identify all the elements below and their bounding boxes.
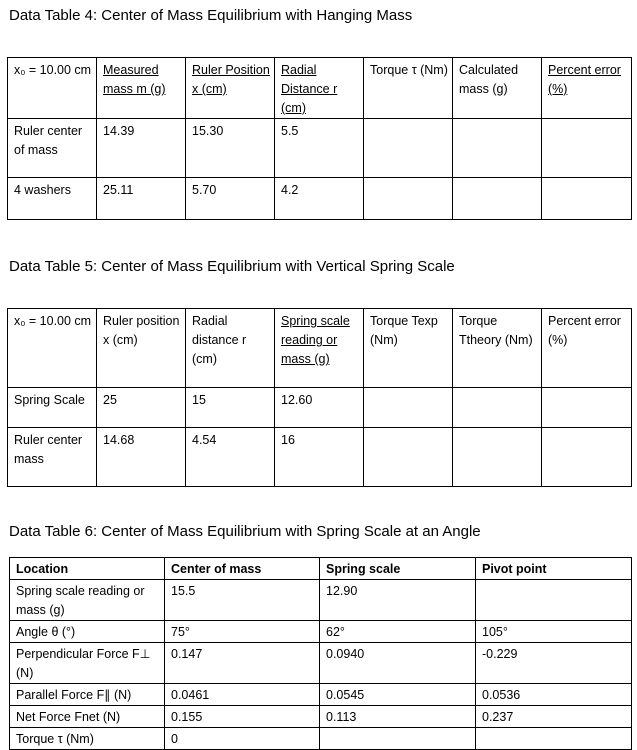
cell-measured-mass: 25.11	[97, 178, 186, 220]
cell-radial-distance: 4.54	[186, 428, 275, 487]
table-row	[10, 728, 632, 750]
cell-spring-scale: 0.113	[320, 706, 476, 728]
row-label: Net Force Fnet (N)	[10, 706, 165, 728]
cell-torque-theory	[453, 428, 542, 487]
row-label: Perpendicular Force F⊥ (N)	[10, 643, 165, 684]
header-torque: Torque τ (Nm)	[364, 58, 453, 119]
cell-pivot-point: 0.0536	[476, 684, 632, 706]
table-row	[8, 388, 632, 428]
table4-title: Data Table 4: Center of Mass Equilibrium with Hanging Mass	[9, 7, 413, 24]
cell-spring-scale: 0.0545	[320, 684, 476, 706]
header-center-of-mass: Center of mass	[165, 558, 320, 580]
cell-radial-distance: 5.5	[275, 119, 364, 178]
cell-ruler-position: 5.70	[186, 178, 275, 220]
cell-spring-scale: 62°	[320, 621, 476, 643]
header-ruler-position: Ruler Position x (cm)	[186, 58, 275, 119]
cell-torque-exp	[364, 388, 453, 428]
row-label: Torque τ (Nm)	[10, 728, 165, 750]
header-x0: x₀ = 10.00 cm	[8, 58, 97, 119]
header-radial-distance: Radial Distance r (cm)	[275, 58, 364, 119]
table6-title: Data Table 6: Center of Mass Equilibrium with Spring Scale at an Angle	[9, 523, 481, 540]
cell-spring-scale: 12.90	[320, 580, 476, 621]
header-ruler-position: Ruler position x (cm)	[97, 309, 186, 388]
table-row	[10, 643, 632, 684]
cell-calculated-mass	[453, 178, 542, 220]
header-spring-scale: Spring scale	[320, 558, 476, 580]
cell-percent-error	[542, 178, 632, 220]
cell-center-of-mass: 0.147	[165, 643, 320, 684]
cell-center-of-mass: 0	[165, 728, 320, 750]
table-header-row	[10, 558, 632, 580]
table-row	[10, 580, 632, 621]
table-row	[8, 178, 632, 220]
cell-center-of-mass: 15.5	[165, 580, 320, 621]
table-row	[10, 706, 632, 728]
cell-pivot-point: 0.237	[476, 706, 632, 728]
cell-ruler-position: 25	[97, 388, 186, 428]
cell-radial-distance: 15	[186, 388, 275, 428]
cell-torque-theory	[453, 388, 542, 428]
header-percent-error: Percent error (%)	[542, 58, 632, 119]
header-radial-distance: Radial distance r (cm)	[186, 309, 275, 388]
data-table-4	[7, 57, 632, 220]
cell-torque	[364, 178, 453, 220]
cell-center-of-mass: 0.0461	[165, 684, 320, 706]
table5-title: Data Table 5: Center of Mass Equilibrium with Vertical Spring Scale	[9, 258, 455, 275]
cell-torque	[364, 119, 453, 178]
cell-ruler-position: 14.68	[97, 428, 186, 487]
data-table-6	[9, 557, 632, 750]
header-percent-error: Percent error (%)	[542, 309, 632, 388]
header-torque-exp: Torque Texp (Nm)	[364, 309, 453, 388]
header-torque-theory: Torque Ttheory (Nm)	[453, 309, 542, 388]
cell-ruler-position: 15.30	[186, 119, 275, 178]
table-header-row	[8, 309, 632, 388]
row-label: Ruler center mass	[8, 428, 97, 487]
cell-torque-exp	[364, 428, 453, 487]
cell-percent-error	[542, 119, 632, 178]
cell-pivot-point: 105°	[476, 621, 632, 643]
header-pivot-point: Pivot point	[476, 558, 632, 580]
cell-center-of-mass: 75°	[165, 621, 320, 643]
header-location: Location	[10, 558, 165, 580]
table-row	[8, 428, 632, 487]
data-table-5	[7, 308, 632, 487]
header-measured-mass: Measured mass m (g)	[97, 58, 186, 119]
cell-percent-error	[542, 428, 632, 487]
table-row	[8, 119, 632, 178]
cell-pivot-point	[476, 580, 632, 621]
row-label: 4 washers	[8, 178, 97, 220]
row-label: Spring scale reading or mass (g)	[10, 580, 165, 621]
row-label: Parallel Force F∥ (N)	[10, 684, 165, 706]
row-label: Spring Scale	[8, 388, 97, 428]
cell-spring-scale	[320, 728, 476, 750]
table-row	[10, 684, 632, 706]
cell-measured-mass: 14.39	[97, 119, 186, 178]
header-x0: x₀ = 10.00 cm	[8, 309, 97, 388]
cell-spring-scale: 0.0940	[320, 643, 476, 684]
cell-calculated-mass	[453, 119, 542, 178]
cell-spring-scale-reading: 16	[275, 428, 364, 487]
table-header-row	[8, 58, 632, 119]
cell-radial-distance: 4.2	[275, 178, 364, 220]
cell-pivot-point: -0.229	[476, 643, 632, 684]
cell-center-of-mass: 0.155	[165, 706, 320, 728]
table-row	[10, 621, 632, 643]
header-spring-scale-reading: Spring scale reading or mass (g)	[275, 309, 364, 388]
row-label: Ruler center of mass	[8, 119, 97, 178]
cell-spring-scale-reading: 12.60	[275, 388, 364, 428]
row-label: Angle θ (°)	[10, 621, 165, 643]
cell-percent-error	[542, 388, 632, 428]
header-calculated-mass: Calculated mass (g)	[453, 58, 542, 119]
cell-pivot-point	[476, 728, 632, 750]
